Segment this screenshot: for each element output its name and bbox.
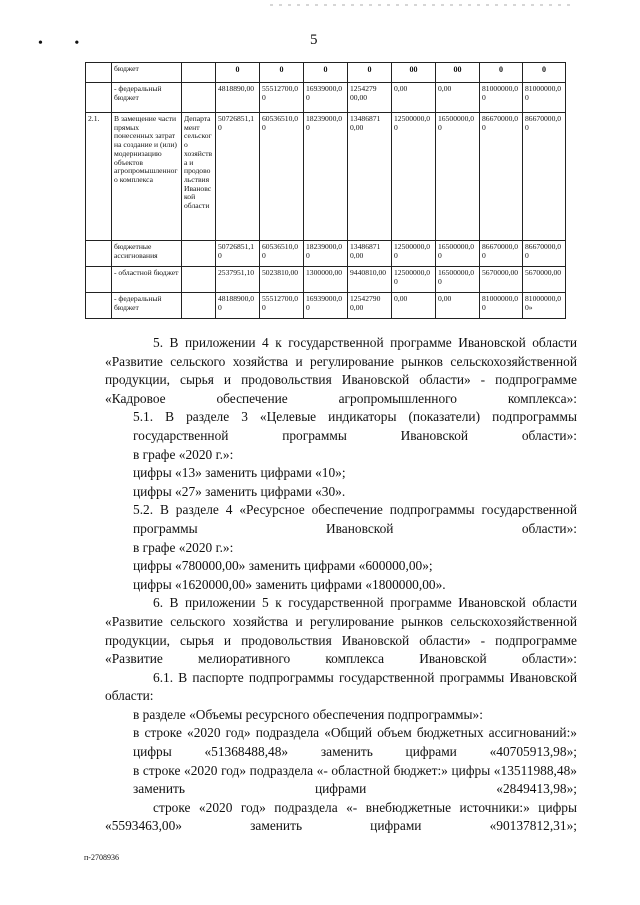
executor-cell bbox=[182, 63, 216, 83]
value-cell: 9440810,00 bbox=[348, 267, 392, 293]
executor-cell bbox=[182, 267, 216, 293]
value-cell: 0,00 bbox=[436, 83, 480, 113]
value-cell: 60536510,00 bbox=[260, 241, 304, 267]
executor-cell: Департамент сельского хозяйства и продовольствия Ивановской области bbox=[182, 113, 216, 241]
value-cell: 00 bbox=[436, 63, 480, 83]
paragraph-5-2-heading: 5.2. В разделе 4 «Ресурсное обеспечение подпрограммы государственной программы Ивановской области»: bbox=[133, 502, 577, 536]
value-cell: 4818890,00 bbox=[216, 83, 260, 113]
value-cell: 81000000,00 bbox=[523, 83, 566, 113]
table-row bbox=[86, 267, 566, 293]
row-name-cell: бюджет bbox=[112, 63, 182, 83]
paragraph-5-2-column: в графе «2020 г.»: bbox=[133, 539, 234, 555]
row-number-cell bbox=[86, 63, 112, 83]
row-number-cell bbox=[86, 83, 112, 113]
value-cell: 0 bbox=[348, 63, 392, 83]
row-name-cell: бюджетные ассигнования bbox=[112, 241, 182, 267]
row-name-cell: - областной бюджет bbox=[112, 267, 182, 293]
paragraph-6-1-heading: 6.1. В паспорте подпрограммы государственной программы Ивановской области: bbox=[105, 669, 577, 704]
table-row bbox=[86, 293, 566, 319]
value-cell: 55512700,00 bbox=[260, 293, 304, 319]
value-cell: 60536510,00 bbox=[260, 113, 304, 241]
value-cell: 1254279 00,00 bbox=[348, 83, 392, 113]
paragraph-6-1-change-3: строке «2020 год» подраздела «- внебюджетные источники:» цифры «5593463,00» заменить цифрами «90137812,31»; bbox=[105, 799, 577, 834]
paragraph-5-2-change-2: цифры «1620000,00» заменить цифрами «1800000,00». bbox=[133, 576, 446, 592]
value-cell: 12500000,00 bbox=[392, 241, 436, 267]
value-cell: 00 bbox=[392, 63, 436, 83]
value-cell: 81000000,00 bbox=[480, 83, 523, 113]
margin-marks: • • bbox=[38, 36, 94, 51]
scan-artifact-line bbox=[270, 4, 570, 6]
row-name-cell: - федеральный бюджет bbox=[112, 83, 182, 113]
paragraph-5-2-change-1: цифры «780000,00» заменить цифрами «600000,00»; bbox=[133, 558, 433, 574]
executor-cell bbox=[182, 83, 216, 113]
paragraph-5-intro: 5. В приложении 4 к государственной программе Ивановской области «Развитие сельского хозяйства и регулирование рынков сельскохозяйственной продукции, сырья и продовольствия Ивановской области» - подпрограмме «Кадровое обеспечение агропромышленного комплекса»: bbox=[105, 335, 577, 406]
paragraph-5-1-change-1: цифры «13» заменить цифрами «10»; bbox=[133, 465, 346, 481]
value-cell: 0 bbox=[260, 63, 304, 83]
value-cell: 18239000,00 bbox=[304, 241, 348, 267]
value-cell: 18239000,00 bbox=[304, 113, 348, 241]
page-number: 5 bbox=[310, 32, 318, 48]
budget-table bbox=[85, 62, 566, 319]
value-cell: 1300000,00 bbox=[304, 267, 348, 293]
value-cell: 12500000,00 bbox=[392, 113, 436, 241]
value-cell: 12500000,00 bbox=[392, 267, 436, 293]
value-cell: 12542790 0,00 bbox=[348, 293, 392, 319]
value-cell: 16500000,00 bbox=[436, 113, 480, 241]
value-cell: 86670000,00 bbox=[480, 113, 523, 241]
value-cell: 81000000,00» bbox=[523, 293, 566, 319]
value-cell: 0,00 bbox=[392, 83, 436, 113]
row-name-cell: - федеральный бюджет bbox=[112, 293, 182, 319]
amendment-text bbox=[105, 334, 577, 836]
value-cell: 16939000,00 bbox=[304, 293, 348, 319]
row-number-cell bbox=[86, 293, 112, 319]
paragraph-6-1-section: в разделе «Объемы ресурсного обеспечения подпрограммы»: bbox=[133, 706, 483, 722]
row-number-cell: 2.1. bbox=[86, 113, 112, 241]
paragraph-6-1-change-1: в строке «2020 год» подраздела «Общий объем бюджетных ассигнований:» цифры «51368488,48» заменить цифрами «40705913,98»; bbox=[133, 725, 577, 760]
row-number-cell bbox=[86, 267, 112, 293]
value-cell: 0 bbox=[216, 63, 260, 83]
row-number-cell bbox=[86, 241, 112, 267]
value-cell: 5670000,00 bbox=[480, 267, 523, 293]
value-cell: 86670000,00 bbox=[523, 241, 566, 267]
table-row bbox=[86, 63, 566, 83]
value-cell: 5670000,00 bbox=[523, 267, 566, 293]
value-cell: 16500000,00 bbox=[436, 241, 480, 267]
paragraph-6-intro: 6. В приложении 5 к государственной программе Ивановской области «Развитие сельского хозяйства и регулирование рынков сельскохозяйственной продукции, сырья и продовольствия Ивановской области» - подпрограмме «Развитие мелиоративного комплекса Ивановской области»: bbox=[105, 595, 577, 667]
value-cell: 5023810,00 bbox=[260, 267, 304, 293]
table-row bbox=[86, 241, 566, 267]
document-code: п-2708936 bbox=[84, 853, 119, 862]
value-cell: 0 bbox=[304, 63, 348, 83]
value-cell: 0,00 bbox=[392, 293, 436, 319]
row-name-cell: В замещение части прямых понесенных затрат на создание и (или) модернизацию объектов агропромышленного комплекса bbox=[112, 113, 182, 241]
value-cell: 55512700,00 bbox=[260, 83, 304, 113]
value-cell: 50726851,10 bbox=[216, 113, 260, 241]
value-cell: 16939000,00 bbox=[304, 83, 348, 113]
executor-cell bbox=[182, 241, 216, 267]
table-row bbox=[86, 83, 566, 113]
paragraph-5-1-change-2: цифры «27» заменить цифрами «30». bbox=[133, 483, 346, 499]
value-cell: 86670000,00 bbox=[480, 241, 523, 267]
value-cell: 48188900,00 bbox=[216, 293, 260, 319]
value-cell: 0 bbox=[480, 63, 523, 83]
executor-cell bbox=[182, 293, 216, 319]
budget-table-body bbox=[86, 63, 566, 319]
paragraph-6-1-change-2: в строке «2020 год» подраздела «- областной бюджет:» цифры «13511988,48» заменить цифрами «2849413,98»; bbox=[133, 762, 577, 797]
value-cell: 13486871 0,00 bbox=[348, 241, 392, 267]
value-cell: 50726851,10 bbox=[216, 241, 260, 267]
paragraph-5-1-column: в графе «2020 г.»: bbox=[133, 446, 234, 462]
value-cell: 0,00 bbox=[436, 293, 480, 319]
value-cell: 13486871 0,00 bbox=[348, 113, 392, 241]
value-cell: 0 bbox=[523, 63, 566, 83]
value-cell: 2537951,10 bbox=[216, 267, 260, 293]
paragraph-5-1-heading: 5.1. В разделе 3 «Целевые индикаторы (показатели) подпрограммы государственной программы Ивановской области»: bbox=[133, 409, 577, 443]
table-row bbox=[86, 113, 566, 241]
value-cell: 16500000,00 bbox=[436, 267, 480, 293]
value-cell: 81000000,00 bbox=[480, 293, 523, 319]
value-cell: 86670000,00 bbox=[523, 113, 566, 241]
